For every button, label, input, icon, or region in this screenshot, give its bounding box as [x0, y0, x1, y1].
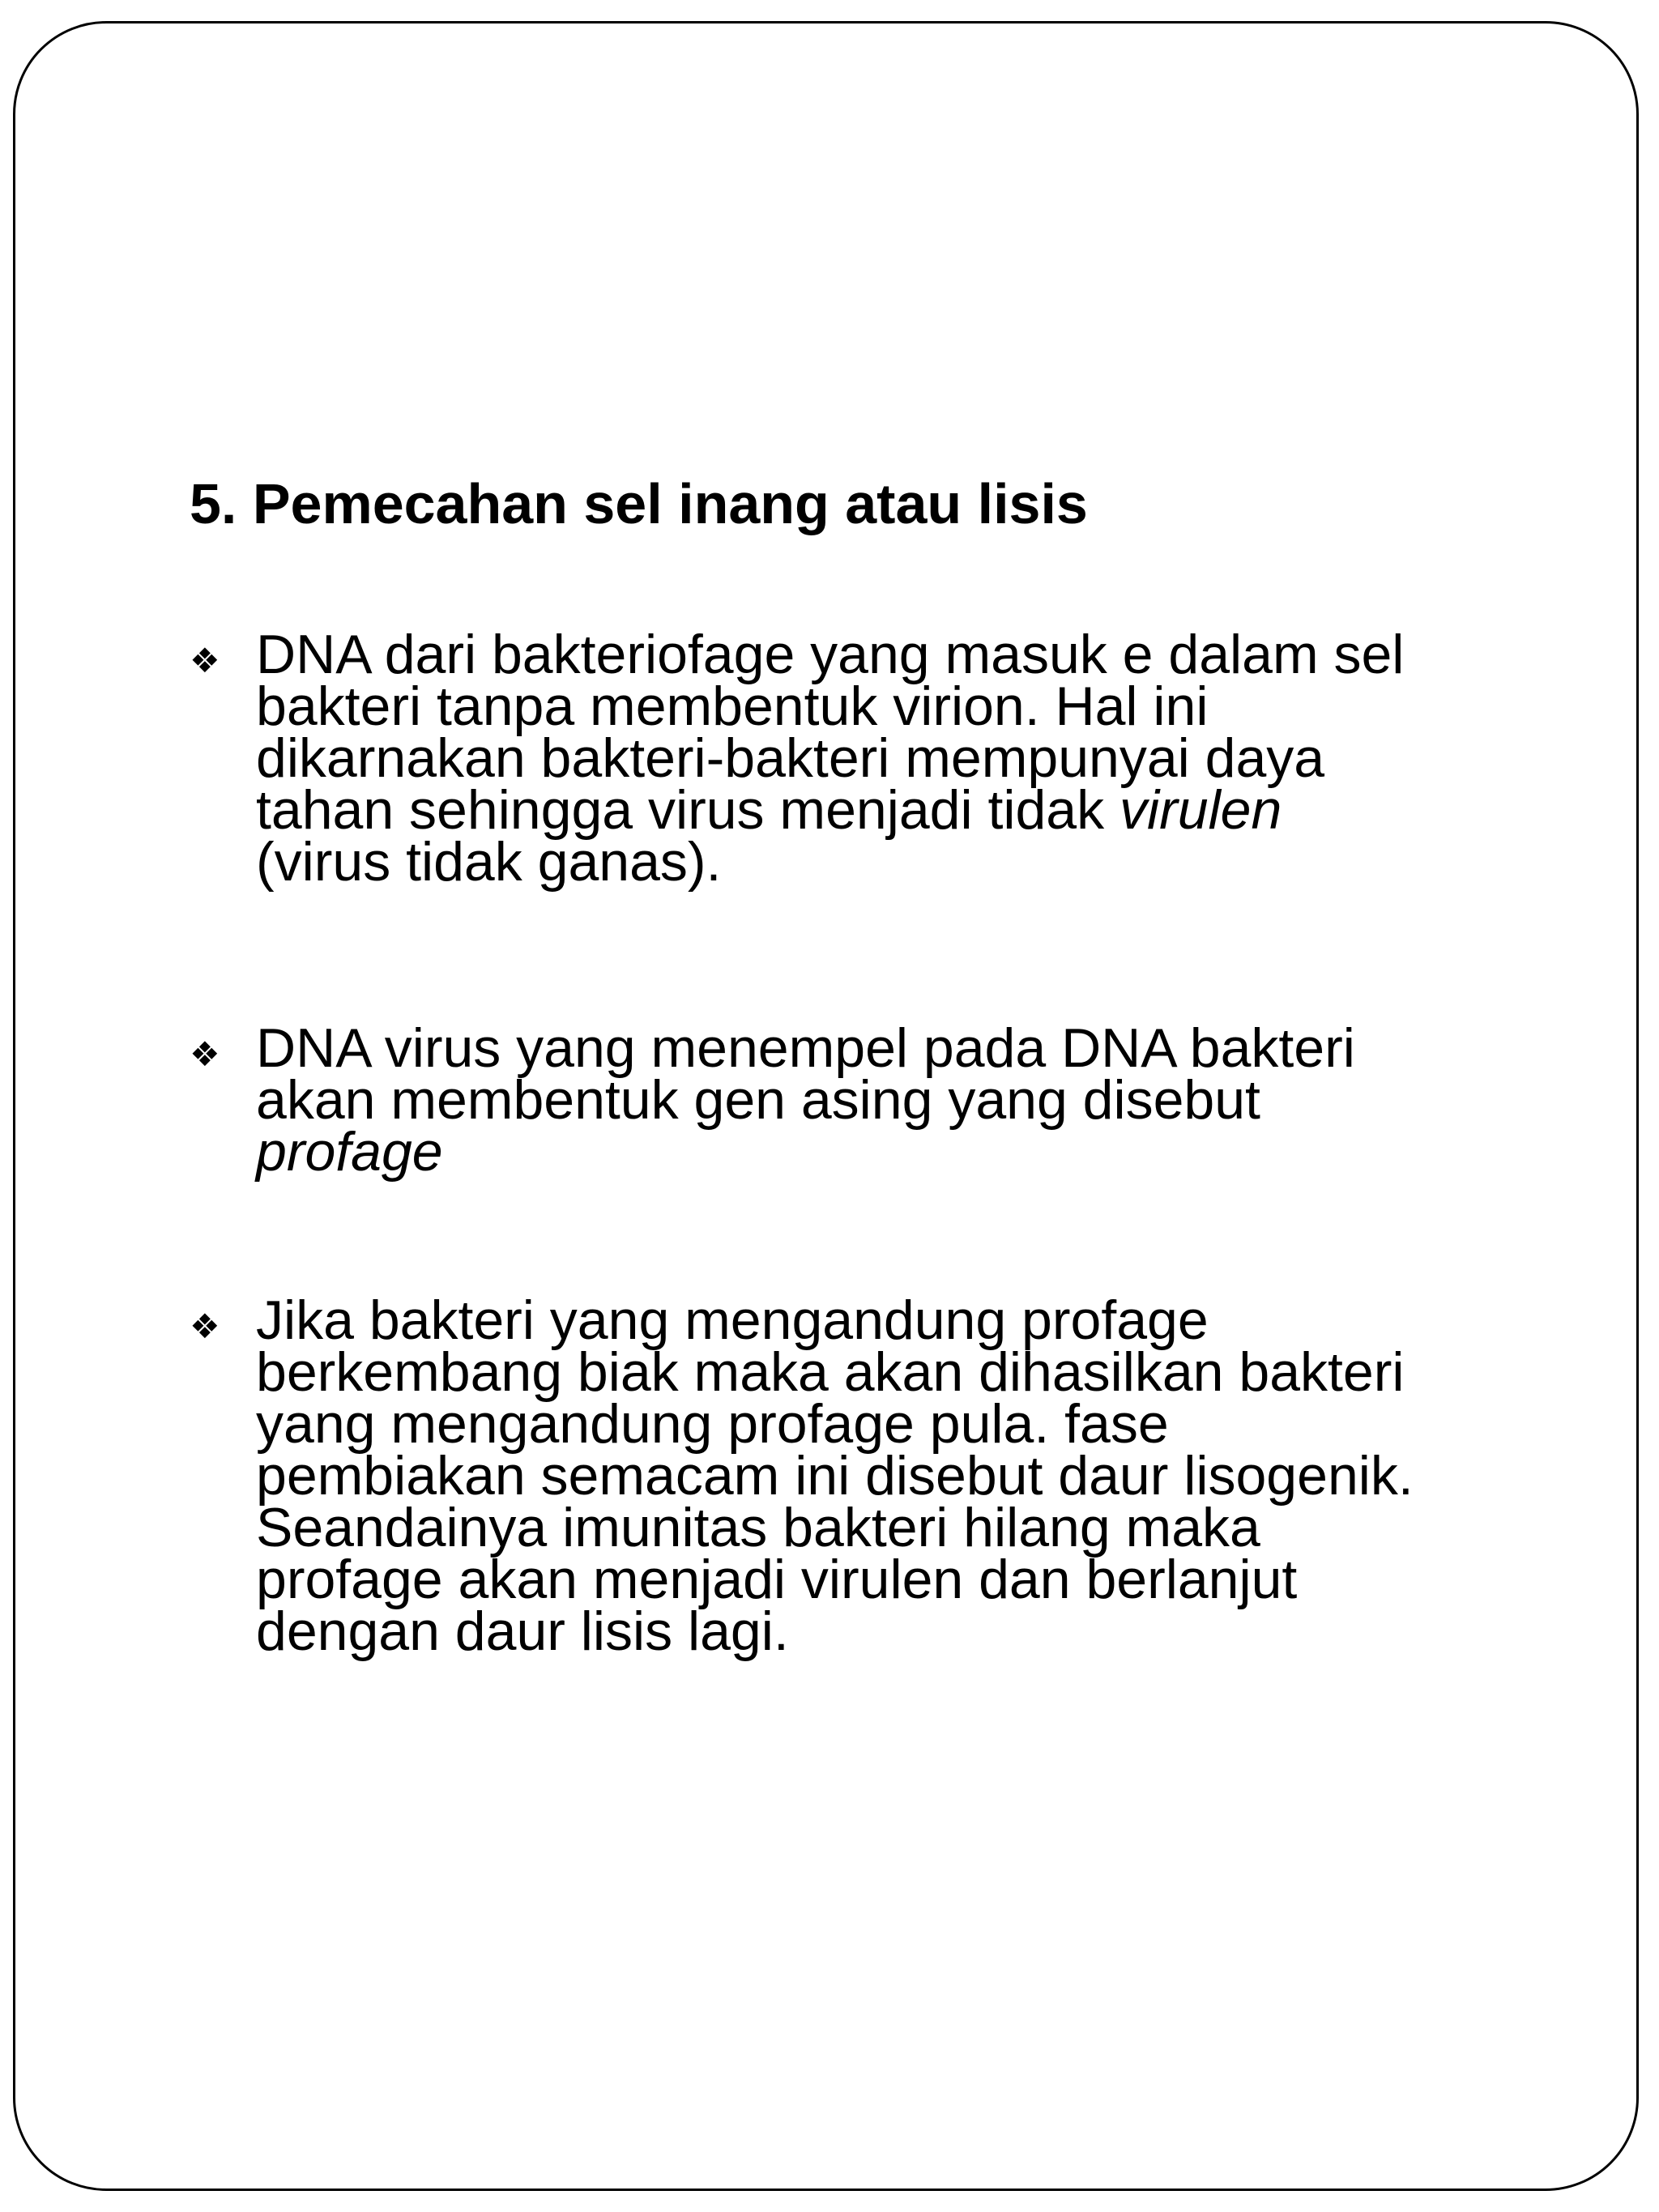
bullet-item	[190, 1017, 1583, 1183]
bullet-item	[190, 624, 1583, 893]
bullet-line: dengan daur lisis lagi.	[256, 1600, 789, 1662]
bullet-line: berkembang biak maka akan dihasilkan bakteri	[256, 1341, 1405, 1403]
bullet-line: dikarnakan bakteri-bakteri mempunyai daya	[256, 727, 1325, 789]
diamond-bullet-icon: ❖	[190, 641, 220, 680]
diamond-bullet-icon: ❖	[190, 1306, 220, 1346]
bullet-item	[190, 1289, 1583, 1662]
bullet-line: bakteri tanpa membentuk virion. Hal ini	[256, 676, 1209, 737]
bullet-line: DNA virus yang menempel pada DNA bakteri	[256, 1017, 1355, 1079]
bullet-line-text: tahan sehingga virus menjadi tidak	[256, 779, 1105, 841]
bullet-text	[256, 1289, 1583, 1662]
bullet-line: profage akan menjadi virulen dan berlanjut	[256, 1549, 1298, 1610]
bullet-line: (virus tidak ganas).	[256, 831, 722, 893]
bullet-line	[256, 779, 1583, 841]
bullet-text	[256, 1017, 1583, 1183]
italic-term: virulen	[1120, 779, 1282, 841]
italic-term: profage	[256, 1121, 443, 1183]
bullet-line: pembiakan semacam ini disebut daur lisogenik.	[256, 1445, 1414, 1507]
slide-heading: 5. Pemecahan sel inang atau lisis	[190, 472, 1088, 535]
bullet-line: Seandainya imunitas bakteri hilang maka	[256, 1497, 1260, 1558]
bullet-line: yang mengandung profage pula. fase	[256, 1393, 1169, 1455]
bullet-line: akan membentuk gen asing yang disebut	[256, 1069, 1260, 1131]
bullet-line: Jika bakteri yang mengandung profage	[256, 1289, 1209, 1351]
diamond-bullet-icon: ❖	[190, 1034, 220, 1074]
bullet-text	[256, 624, 1583, 893]
bullet-line: DNA dari bakteriofage yang masuk e dalam sel	[256, 624, 1405, 685]
bullet-line	[256, 1121, 1583, 1183]
